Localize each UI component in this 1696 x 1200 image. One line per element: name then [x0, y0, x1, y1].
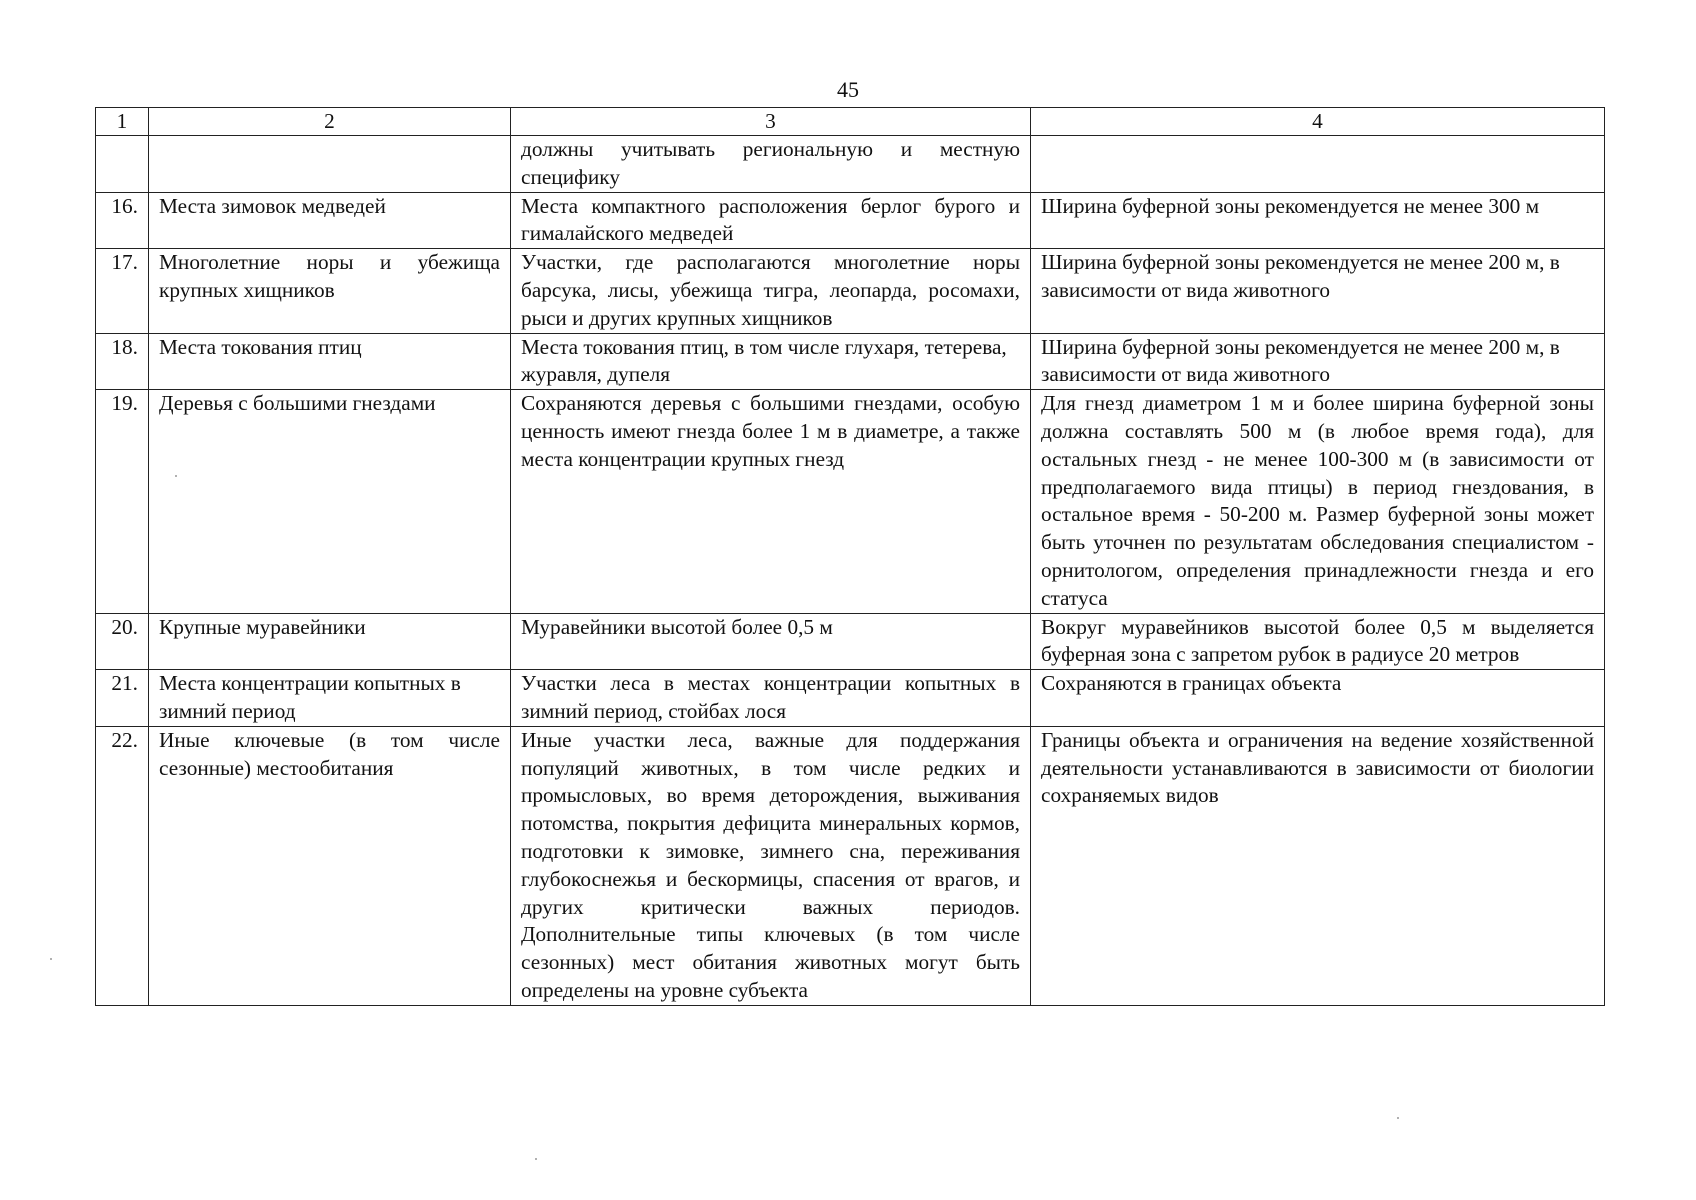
habitat-description: Участки, где располагаются многолетние норы барсука, лисы, убежища тигра, леопарда, росомахи, рыси и других крупных хищников — [511, 249, 1031, 333]
row-number — [96, 136, 149, 193]
habitat-description: Муравейники высотой более 0,5 м — [511, 613, 1031, 670]
row-number: 21. — [96, 670, 149, 727]
buffer-recommendation: Ширина буферной зоны рекомендуется не менее 200 м, в зависимости от вида животного — [1031, 249, 1605, 333]
table-row — [96, 249, 1605, 333]
habitat-name: Места зимовок медведей — [149, 192, 511, 249]
buffer-recommendation: Для гнезд диаметром 1 м и более ширина буферной зоны должна составлять 500 м (в любое время года), для остальных гнезд - не менее 100-300 м (в зависимости от предполагаемого вида птицы) в период гнездования, в остальное время - 50-200 м. Размер буферной зоны может быть уточнен по результатам обследования специалистом - орнитологом, определения принадлежности гнезда и его статуса — [1031, 390, 1605, 613]
buffer-recommendation — [1031, 136, 1605, 193]
table-row — [96, 192, 1605, 249]
row-number: 17. — [96, 249, 149, 333]
scan-speck — [1397, 1117, 1399, 1119]
habitat-table — [95, 107, 1605, 1006]
scan-speck — [50, 958, 52, 960]
row-number: 20. — [96, 613, 149, 670]
habitat-description: Иные участки леса, важные для поддержания популяций животных, в том числе редких и промысловых, во время деторождения, выживания потомства, покрытия дефицита минеральных кормов, подготовки к зимовке, зимнего сна, переживания глубокоснежья и бескормицы, спасения от врагов, и других критически важных периодов. Дополнительные типы ключевых (в том числе сезонных) мест обитания животных могут быть определены на уровне субъекта — [511, 726, 1031, 1005]
column-header-1: 1 — [96, 108, 149, 136]
table-row — [96, 390, 1605, 613]
table-row — [96, 613, 1605, 670]
column-header-2: 2 — [149, 108, 511, 136]
buffer-recommendation: Сохраняются в границах объекта — [1031, 670, 1605, 727]
habitat-name: Многолетние норы и убежища крупных хищников — [149, 249, 511, 333]
table-row — [96, 136, 1605, 193]
habitat-name: Крупные муравейники — [149, 613, 511, 670]
habitat-name: Деревья с большими гнездами — [149, 390, 511, 613]
habitat-description: Сохраняются деревья с большими гнездами, особую ценность имеют гнезда более 1 м в диаметре, а также места концентрации крупных гнезд — [511, 390, 1031, 613]
table-row — [96, 333, 1605, 390]
buffer-recommendation: Ширина буферной зоны рекомендуется не менее 300 м — [1031, 192, 1605, 249]
habitat-name — [149, 136, 511, 193]
scan-speck — [175, 475, 177, 477]
habitat-description: Участки леса в местах концентрации копытных в зимний период, стойбах лося — [511, 670, 1031, 727]
habitat-description: Места компактного расположения берлог бурого и гималайского медведей — [511, 192, 1031, 249]
buffer-recommendation: Вокруг муравейников высотой более 0,5 м выделяется буферная зона с запретом рубок в радиусе 20 метров — [1031, 613, 1605, 670]
buffer-recommendation: Ширина буферной зоны рекомендуется не менее 200 м, в зависимости от вида животного — [1031, 333, 1605, 390]
page-number: 45 — [837, 77, 859, 102]
habitat-description: Места токования птиц, в том числе глухаря, тетерева, журавля, дупеля — [511, 333, 1031, 390]
table-header-row — [96, 108, 1605, 136]
scan-speck — [535, 1158, 537, 1160]
habitat-description: должны учитывать региональную и местную специфику — [511, 136, 1031, 193]
column-header-4: 4 — [1031, 108, 1605, 136]
habitat-name: Места токования птиц — [149, 333, 511, 390]
row-number: 19. — [96, 390, 149, 613]
row-number: 22. — [96, 726, 149, 1005]
table-row — [96, 670, 1605, 727]
column-header-3: 3 — [511, 108, 1031, 136]
table-row — [96, 726, 1605, 1005]
habitat-name: Места концентрации копытных в зимний период — [149, 670, 511, 727]
habitat-name: Иные ключевые (в том числе сезонные) местообитания — [149, 726, 511, 1005]
row-number: 18. — [96, 333, 149, 390]
row-number: 16. — [96, 192, 149, 249]
buffer-recommendation: Границы объекта и ограничения на ведение хозяйственной деятельности устанавливаются в зависимости от биологии сохраняемых видов — [1031, 726, 1605, 1005]
